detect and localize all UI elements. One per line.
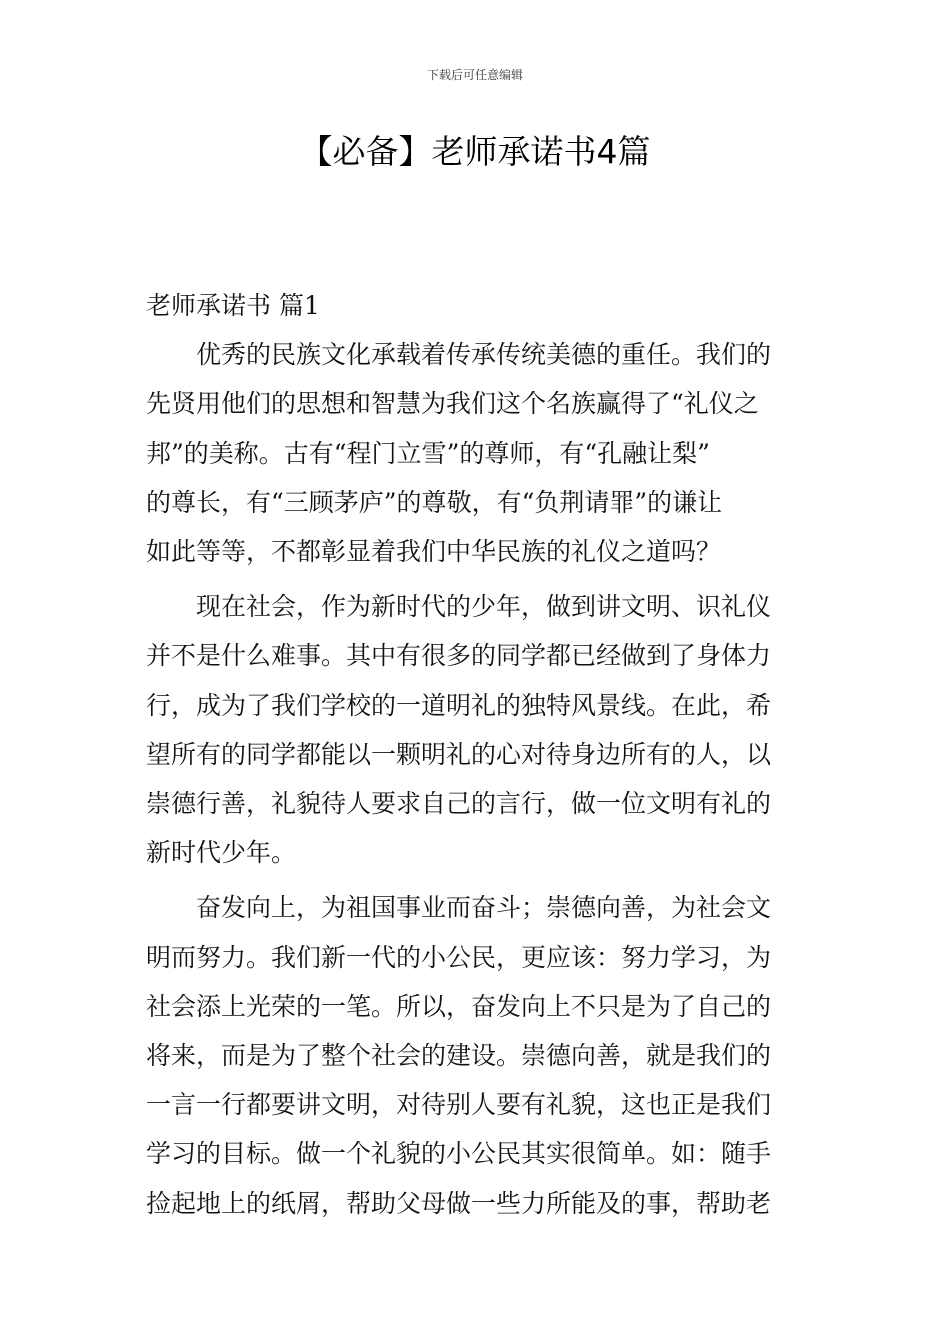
paragraph-line: 如此等等，不都彰显着我们中华民族的礼仪之道吗？ [146, 537, 722, 567]
section-heading: 老师承诺书 篇1 [146, 291, 320, 320]
paragraph-line: 学习的目标。做一个礼貌的小公民其实很简单。如：随手 [146, 1139, 772, 1169]
paragraph-line: 将来，而是为了整个社会的建设。崇德向善，就是我们的 [146, 1041, 772, 1071]
paragraph-2 [146, 582, 810, 877]
document-body [146, 281, 810, 1234]
paragraph-line: 现在社会，作为新时代的少年，做到讲文明、识礼仪 [196, 592, 772, 622]
paragraph-line: 明而努力。我们新一代的小公民，更应该：努力学习，为 [146, 942, 772, 972]
paragraph-3 [146, 883, 810, 1227]
paragraph-line: 新时代少年。 [146, 838, 297, 868]
header-note: 下载后可任意编辑 [426, 68, 523, 82]
paragraph-line: 邦”的美称。古有“程门立雪”的尊师，有“孔融让梨” [146, 438, 710, 468]
paragraph-line: 优秀的民族文化承载着传承传统美德的重任。我们的 [196, 340, 772, 370]
paragraph-line: 社会添上光荣的一笔。所以，奋发向上不只是为了自己的 [146, 991, 772, 1021]
page-title: 【必备】老师承诺书4篇 [299, 132, 651, 171]
paragraph-line: 奋发向上，为祖国事业而奋斗；崇德向善，为社会文 [196, 893, 772, 923]
paragraph-line: 一言一行都要讲文明，对待别人要有礼貌，这也正是我们 [146, 1090, 772, 1120]
paragraph-1 [146, 330, 810, 576]
paragraph-line: 捡起地上的纸屑，帮助父母做一些力所能及的事，帮助老 [146, 1188, 772, 1218]
paragraph-line: 行，成为了我们学校的一道明礼的独特风景线。在此，希 [146, 690, 772, 720]
paragraph-line: 先贤用他们的思想和智慧为我们这个名族赢得了“礼仪之 [146, 389, 759, 419]
paragraph-line: 望所有的同学都能以一颗明礼的心对待身边所有的人，以 [146, 739, 772, 769]
paragraph-line: 的尊长，有“三顾茅庐”的尊敬，有“负荆请罪”的谦让 [146, 487, 723, 517]
paragraph-line: 并不是什么难事。其中有很多的同学都已经做到了身体力 [146, 641, 772, 671]
paragraph-line: 崇德行善，礼貌待人要求自己的言行，做一位文明有礼的 [146, 789, 772, 819]
